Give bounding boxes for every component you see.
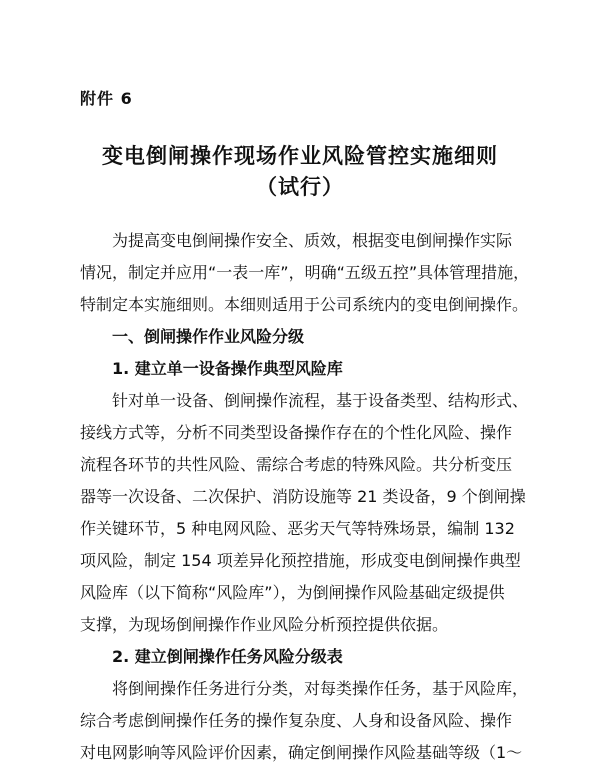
body-line: 为提高变电倒闸操作安全、质效，根据变电倒闸操作实际 <box>112 231 513 250</box>
body-line: 情况，制定并应用“一表一库”，明确“五级五控”具体管理措施， <box>80 263 530 282</box>
body-line: 接线方式等，分析不同类型设备操作存在的个性化风险、操作 <box>80 423 513 442</box>
subsection-heading: 1. 建立单一设备操作典型风险库 <box>112 359 343 378</box>
body-line: 器等一次设备、二次保护、消防设施等 21 类设备，9 个倒闸操 <box>80 487 526 506</box>
body-line: 对电网影响等风险评价因素，确定倒闸操作风险基础等级（1～ <box>80 743 523 762</box>
attachment-label: 附件 6 <box>80 89 133 108</box>
body-line: 风险库（以下简称“风险库”），为倒闸操作风险基础定级提供 <box>80 583 505 602</box>
body-line: 针对单一设备、倒闸操作流程，基于设备类型、结构形式、 <box>112 391 529 410</box>
body-line: 将倒闸操作任务进行分类，对每类操作任务，基于风险库， <box>112 679 529 698</box>
document-title: 变电倒闸操作现场作业风险管控实施细则 <box>102 144 498 168</box>
body-line: 作关键环节，5 种电网风险、恶劣天气等特殊场景，编制 132 <box>80 519 515 538</box>
body-line: 支撑，为现场倒闸操作作业风险分析预控提供依据。 <box>80 615 449 634</box>
body-line: 项风险，制定 154 项差异化预控措施，形成变电倒闸操作典型 <box>80 551 521 570</box>
section-heading: 一、倒闸操作作业风险分级 <box>112 327 305 346</box>
body-line: 综合考虑倒闸操作任务的操作复杂度、人身和设备风险、操作 <box>80 711 513 730</box>
body-line: 流程各环节的共性风险、需综合考虑的特殊风险。共分析变压 <box>80 455 513 474</box>
document-title-trial: （试行） <box>256 175 344 199</box>
subsection-heading: 2. 建立倒闸操作任务风险分级表 <box>112 647 343 666</box>
body-line: 特制定本实施细则。本细则适用于公司系统内的变电倒闸操作。 <box>80 295 529 314</box>
